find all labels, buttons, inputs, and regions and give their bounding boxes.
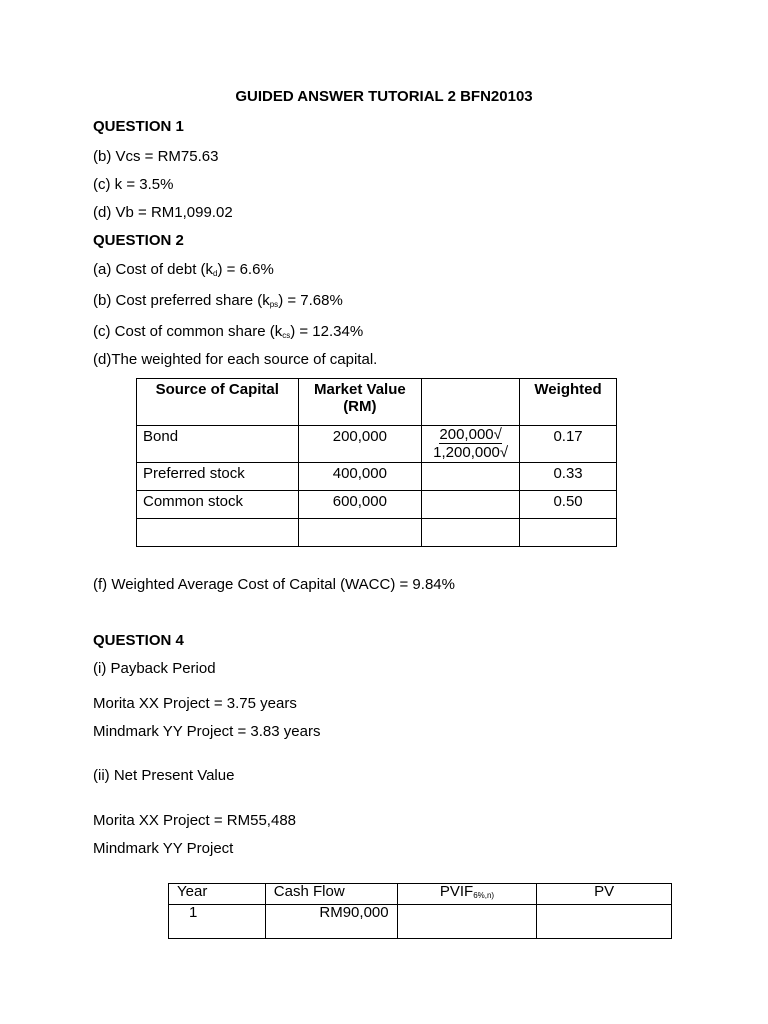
question-4-heading: QUESTION 4: [93, 632, 184, 649]
table-header-row: [137, 379, 617, 426]
header-year: Year: [169, 884, 266, 905]
question-1-heading: QUESTION 1: [93, 118, 184, 135]
cell-pv: [537, 905, 672, 939]
header-weighted: Weighted: [520, 379, 617, 426]
q2-answer-b: (b) Cost preferred share $(k_{ps}) = 7.68\%$: [93, 292, 343, 309]
header-source: Source of Capital: [137, 379, 299, 426]
capital-weights-table: [136, 378, 617, 547]
document-title: GUIDED ANSWER TUTORIAL 2 BFN20103: [235, 88, 533, 105]
q4-mindmark-npv: Mindmark YY Project: [93, 840, 234, 857]
q2-answer-a: (a) Cost of debt $(k_d) = 6.6\%$: [93, 261, 274, 278]
q4-morita-payback: Morita XX Project = 3.75 years: [93, 695, 297, 712]
cell-value: [298, 519, 422, 547]
cell-weight: 0.50: [520, 491, 617, 519]
header-cash-flow: Cash Flow: [265, 884, 397, 905]
table-row: [169, 905, 672, 939]
header-blank: [422, 379, 520, 426]
q4-part-i: (i) Payback Period: [93, 660, 216, 677]
cell-cash-flow: RM90,000: [265, 905, 397, 939]
question-2-heading: QUESTION 2: [93, 232, 184, 249]
table-row: [137, 491, 617, 519]
cell-value: 600,000: [298, 491, 422, 519]
cell-value: 200,000: [298, 426, 422, 463]
q4-mindmark-payback: Mindmark YY Project = 3.83 years: [93, 723, 321, 740]
table-row: [137, 426, 617, 463]
cell-source: Preferred stock: [137, 463, 299, 491]
cell-fraction: [422, 463, 520, 491]
cell-weight: 0.33: [520, 463, 617, 491]
q1-answer-c: (c) k = 3.5%: [93, 176, 174, 193]
q2-answer-f: (f) Weighted Average Cost of Capital (WACC) = 9.84%: [93, 576, 455, 593]
cell-fraction: [422, 519, 520, 547]
q4-part-ii: (ii) Net Present Value: [93, 767, 235, 784]
cell-source: [137, 519, 299, 547]
cell-source: Bond: [137, 426, 299, 463]
fraction-numerator: 200,000√: [439, 426, 502, 443]
header-pvif: $PVIF_{6\%,n)}$: [397, 884, 537, 905]
cell-value: 400,000: [298, 463, 422, 491]
q1-answer-b: (b) Vcs = RM75.63: [93, 148, 219, 165]
table-header-row: [169, 884, 672, 905]
cell-weight: [520, 519, 617, 547]
present-value-table: [168, 883, 672, 939]
table-row: [137, 463, 617, 491]
q1-answer-d: (d) Vb = RM1,099.02: [93, 204, 233, 221]
cell-source: Common stock: [137, 491, 299, 519]
weight-fraction: [433, 426, 508, 461]
cell-year: 1: [169, 905, 266, 939]
cell-weight: 0.17: [520, 426, 617, 463]
cell-pvif: [397, 905, 537, 939]
fraction-denominator: 1,200,000√: [433, 444, 509, 461]
header-market-value: Market Value (RM): [298, 379, 422, 426]
cell-fraction: [422, 426, 520, 463]
cell-fraction: [422, 491, 520, 519]
q4-morita-npv: Morita XX Project = RM55,488: [93, 812, 297, 829]
table-row: [137, 519, 617, 547]
q2-answer-d: (d)The weighted for each source of capital.: [93, 351, 378, 368]
q2-answer-c: (c) Cost of common share $(k_{cs}) = 12.34\%$: [93, 323, 364, 340]
header-pv: PV: [537, 884, 672, 905]
